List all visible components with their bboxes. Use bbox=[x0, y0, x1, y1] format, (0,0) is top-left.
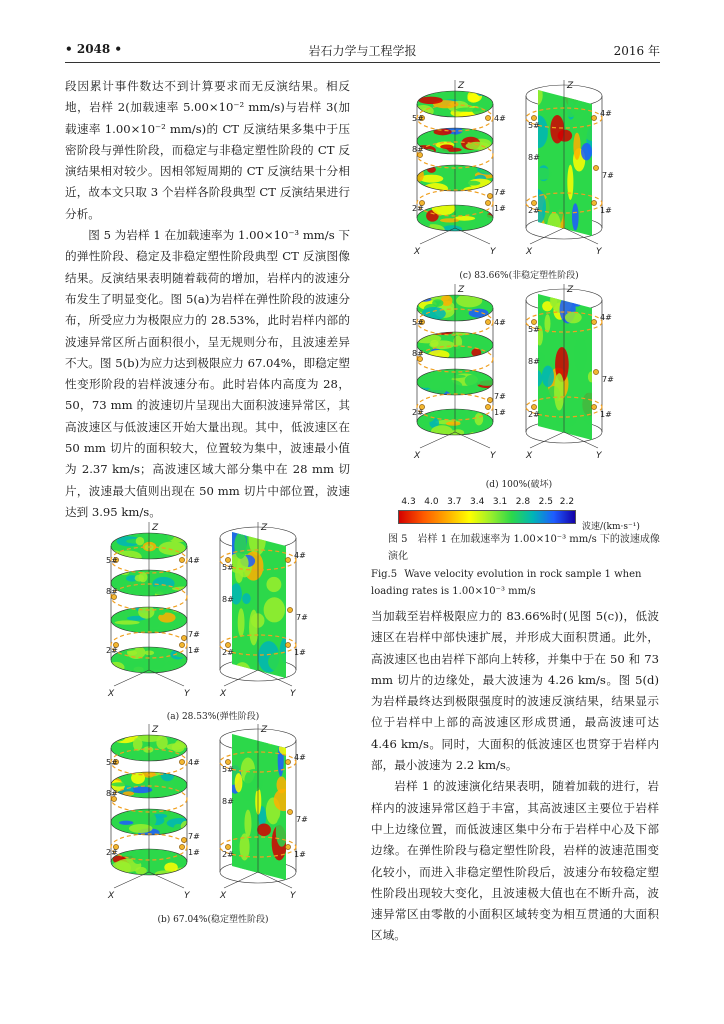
sensor-label-8: 8# bbox=[412, 349, 424, 358]
velocity-blob bbox=[567, 165, 573, 200]
velocity-blob bbox=[423, 183, 448, 194]
velocity-blob bbox=[416, 297, 432, 301]
sensor-marker bbox=[225, 557, 230, 562]
sensor-label-4: 4# bbox=[188, 758, 200, 767]
panel-c-caption: (c) 83.66%(非稳定塑性阶段) bbox=[459, 271, 579, 281]
x-axis-line bbox=[114, 670, 149, 686]
panel-c bbox=[410, 78, 628, 263]
velocity-blob bbox=[238, 608, 245, 637]
velocity-blob bbox=[111, 782, 127, 786]
velocity-blob bbox=[276, 816, 288, 847]
panel-a bbox=[104, 520, 322, 705]
sensor-label-4: 4# bbox=[600, 313, 612, 322]
sensor-marker bbox=[179, 642, 184, 647]
right-column-text bbox=[371, 606, 659, 947]
velocity-blob bbox=[149, 617, 160, 628]
velocity-blob bbox=[235, 773, 243, 792]
velocity-blob bbox=[558, 130, 572, 142]
velocity-blob bbox=[428, 350, 449, 360]
sensor-label-1: 1# bbox=[600, 206, 612, 215]
sensor-label-5: 5# bbox=[106, 556, 118, 565]
sensor-marker bbox=[591, 200, 596, 205]
paragraph-continued: 段因累计事件数达不到计算要求而无反演结果。相反地，岩样 2(加载速率 5.00×10⁻² mm/s)与岩样 3(加载速率 1.00×10⁻² mm/s)的 CT 反演结果多集中于压密阶段与弹性阶段，而稳定与非稳定塑性阶段的 CT 反演结果相对较少。因相邻短周期的 CT 反演结果十分相近，故本文只取 3 个岩样各阶段典型 CT 反演结果进行分析。 bbox=[65, 79, 350, 221]
sensor-label-1: 1# bbox=[494, 204, 506, 213]
colorbar-tick: 2.5 bbox=[538, 497, 553, 507]
x-axis-label: X bbox=[526, 451, 533, 461]
velocity-blob bbox=[531, 370, 542, 387]
z-axis-label: Z bbox=[152, 523, 159, 533]
figure-caption-en bbox=[371, 566, 660, 600]
sensor-label-7: 7# bbox=[188, 832, 200, 841]
sensor-marker bbox=[531, 115, 536, 120]
sensor-marker bbox=[181, 635, 186, 640]
velocity-blob bbox=[475, 214, 495, 227]
panel-d-caption: (d) 100%(破坏) bbox=[485, 480, 553, 490]
sensor-marker bbox=[285, 759, 290, 764]
sensor-label-7: 7# bbox=[296, 613, 308, 622]
velocity-blob bbox=[242, 593, 251, 604]
sensor-label-5: 5# bbox=[412, 318, 424, 327]
x-axis-line bbox=[224, 670, 258, 686]
y-axis-label: Y bbox=[290, 689, 296, 699]
sensor-label-1: 1# bbox=[600, 410, 612, 419]
velocity-blob bbox=[427, 388, 446, 395]
sensor-marker bbox=[485, 115, 490, 120]
colorbar-unit: 波速/(km·s⁻¹) bbox=[582, 522, 640, 532]
sensor-label-1: 1# bbox=[188, 848, 200, 857]
sensor-marker bbox=[487, 193, 492, 198]
x-axis-label: X bbox=[414, 451, 421, 461]
sensor-marker bbox=[485, 200, 490, 205]
velocity-blob bbox=[431, 425, 453, 438]
sensor-label-7: 7# bbox=[188, 630, 200, 639]
velocity-blob bbox=[172, 790, 197, 801]
y-axis-label: Y bbox=[184, 891, 190, 901]
sensor-label-2: 2# bbox=[528, 206, 540, 215]
colorbar-tick: 3.1 bbox=[492, 497, 508, 507]
colorbar-tick: 4.0 bbox=[424, 497, 439, 507]
sensor-label-2: 2# bbox=[106, 848, 118, 857]
sensor-label-8: 8# bbox=[528, 153, 540, 162]
y-axis-label: Y bbox=[490, 451, 496, 461]
velocity-blob bbox=[427, 166, 436, 172]
z-axis-label: Z bbox=[261, 523, 268, 533]
sensor-label-5: 5# bbox=[222, 563, 234, 572]
sensor-label-8: 8# bbox=[106, 789, 118, 798]
velocity-blob bbox=[473, 426, 488, 439]
sensor-label-4: 4# bbox=[294, 753, 306, 762]
sensor-marker bbox=[287, 607, 292, 612]
z-axis-label: Z bbox=[567, 285, 574, 295]
velocity-blob bbox=[136, 537, 144, 546]
sensor-marker bbox=[179, 557, 184, 562]
x-axis-label: X bbox=[220, 891, 227, 901]
sensor-label-4: 4# bbox=[600, 109, 612, 118]
y-axis-line bbox=[455, 228, 490, 244]
sensor-marker bbox=[531, 404, 536, 409]
z-axis-label: Z bbox=[261, 725, 268, 735]
velocity-blob bbox=[572, 203, 579, 230]
y-axis-label: Y bbox=[490, 247, 496, 257]
y-axis-line bbox=[149, 872, 184, 888]
sensor-marker bbox=[485, 319, 490, 324]
panel-b-figure bbox=[104, 722, 322, 907]
z-axis-label: Z bbox=[458, 81, 465, 91]
figure-label-en: Fig.5 bbox=[371, 569, 398, 580]
y-axis-line bbox=[149, 670, 184, 686]
colorbar-ticks bbox=[398, 497, 574, 509]
x-axis-label: X bbox=[414, 247, 421, 257]
journal-title: 岩石力学与工程学报 bbox=[308, 44, 417, 58]
velocity-blob bbox=[432, 202, 456, 215]
panel-d-figure bbox=[410, 282, 628, 467]
velocity-blob bbox=[544, 314, 550, 332]
x-axis-line bbox=[420, 432, 455, 448]
velocity-blob bbox=[279, 743, 291, 755]
x-axis-label: X bbox=[526, 247, 533, 257]
colorbar-tick: 2.8 bbox=[515, 497, 531, 507]
velocity-blob bbox=[144, 658, 166, 669]
velocity-blob bbox=[156, 735, 167, 749]
velocity-blob bbox=[165, 527, 174, 540]
velocity-blob bbox=[249, 610, 258, 646]
sensor-label-5: 5# bbox=[106, 758, 118, 767]
velocity-blob bbox=[166, 743, 183, 750]
velocity-blob bbox=[440, 145, 453, 149]
sensor-label-2: 2# bbox=[412, 408, 424, 417]
velocity-blob bbox=[172, 591, 185, 597]
velocity-blob bbox=[255, 736, 268, 750]
sensor-label-4: 4# bbox=[494, 318, 506, 327]
sensor-marker bbox=[591, 115, 596, 120]
x-axis-line bbox=[530, 432, 564, 448]
sensor-label-8: 8# bbox=[106, 587, 118, 596]
velocity-blob bbox=[119, 821, 133, 825]
x-axis-line bbox=[420, 228, 455, 244]
x-axis-line bbox=[114, 872, 149, 888]
sensor-label-7: 7# bbox=[494, 188, 506, 197]
velocity-blob bbox=[266, 731, 276, 744]
z-axis-label: Z bbox=[458, 285, 465, 295]
sensor-label-2: 2# bbox=[412, 204, 424, 213]
sensor-label-5: 5# bbox=[528, 121, 540, 130]
velocity-blob bbox=[161, 770, 174, 782]
sensor-label-4: 4# bbox=[188, 556, 200, 565]
sensor-marker bbox=[593, 369, 598, 374]
velocity-blob bbox=[264, 597, 285, 622]
sensor-label-5: 5# bbox=[222, 765, 234, 774]
y-axis-label: Y bbox=[184, 689, 190, 699]
sensor-label-4: 4# bbox=[294, 551, 306, 560]
colorbar-gradient bbox=[398, 510, 576, 524]
panel-d bbox=[410, 282, 628, 467]
sensor-label-8: 8# bbox=[222, 595, 234, 604]
colorbar-tick: 3.7 bbox=[447, 497, 462, 507]
velocity-blob bbox=[440, 218, 459, 222]
panel-a-figure bbox=[104, 520, 322, 705]
sensor-label-7: 7# bbox=[602, 171, 614, 180]
paragraph-summary: 岩样 1 的波速演化结果表明，随着加载的进行，岩样内的波速异常区趋于丰富，其高波速区主要位于岩样中上边缘位置，而低波速区集中分布于岩样中心及下部边缘。在弹性阶段与稳定塑性阶段，岩样的波速范围变化较小，而进入非稳定塑性阶段后，波速分布较稳定塑性阶段出现较大变化，且波速极大值也在不断升高，波速异常区由零散的小面积区域转变为相互贯通的大面积区域。 bbox=[371, 779, 659, 943]
z-axis-label: Z bbox=[567, 81, 574, 91]
velocity-blob bbox=[554, 373, 564, 410]
sensor-marker bbox=[531, 200, 536, 205]
sensor-marker bbox=[179, 759, 184, 764]
sensor-marker bbox=[225, 844, 230, 849]
velocity-blob bbox=[167, 660, 192, 665]
velocity-blob bbox=[110, 731, 126, 742]
sensor-marker bbox=[593, 165, 598, 170]
velocity-blob bbox=[418, 186, 430, 193]
publication-year: 2016 年 bbox=[613, 44, 660, 58]
figure-caption-en-text: Wave velocity evolution in rock sample 1 when loading rates is 1.00×10⁻³ mm/s bbox=[371, 569, 642, 597]
colorbar-tick: 3.4 bbox=[470, 497, 485, 507]
velocity-blob bbox=[234, 532, 247, 559]
y-axis-label: Y bbox=[596, 247, 602, 257]
z-axis-label: Z bbox=[152, 725, 159, 735]
velocity-blob bbox=[547, 212, 560, 238]
sensor-label-4: 4# bbox=[494, 114, 506, 123]
velocity-blob bbox=[438, 374, 466, 378]
left-column-text bbox=[65, 76, 350, 523]
sensor-label-8: 8# bbox=[222, 797, 234, 806]
panel-b bbox=[104, 722, 322, 907]
velocity-blob bbox=[268, 652, 289, 672]
sensor-marker bbox=[485, 404, 490, 409]
x-axis-line bbox=[530, 228, 564, 244]
x-axis-label: X bbox=[108, 689, 115, 699]
sensor-label-8: 8# bbox=[528, 357, 540, 366]
velocity-blob bbox=[542, 366, 554, 387]
sensor-marker bbox=[285, 557, 290, 562]
velocity-blob bbox=[446, 421, 461, 425]
page-number: • 2048 • bbox=[65, 42, 123, 56]
velocity-blob bbox=[420, 383, 430, 389]
velocity-blob bbox=[550, 294, 558, 307]
velocity-blob bbox=[449, 169, 459, 174]
sensor-marker bbox=[179, 844, 184, 849]
y-axis-label: Y bbox=[290, 891, 296, 901]
velocity-blob bbox=[181, 821, 192, 832]
sensor-label-5: 5# bbox=[528, 325, 540, 334]
sensor-label-1: 1# bbox=[294, 850, 306, 859]
sensor-label-1: 1# bbox=[494, 408, 506, 417]
velocity-blob bbox=[419, 370, 434, 382]
velocity-blob bbox=[415, 168, 424, 182]
sensor-marker bbox=[487, 397, 492, 402]
velocity-blob bbox=[244, 810, 251, 838]
sensor-label-7: 7# bbox=[296, 815, 308, 824]
sensor-marker bbox=[591, 319, 596, 324]
panel-b-caption: (b) 67.04%(稳定塑性阶段) bbox=[157, 915, 269, 925]
figure-caption-cn: 图 5 岩样 1 在加载速率为 1.00×10⁻³ mm/s 下的波速成像演化 bbox=[388, 534, 660, 562]
x-axis-line bbox=[224, 872, 258, 888]
sensor-marker bbox=[225, 642, 230, 647]
colorbar-tick: 4.3 bbox=[401, 497, 416, 507]
sensor-marker bbox=[181, 837, 186, 842]
sensor-label-2: 2# bbox=[222, 648, 234, 657]
velocity-blob bbox=[574, 337, 587, 371]
sensor-label-7: 7# bbox=[602, 375, 614, 384]
velocity-blob bbox=[565, 312, 582, 323]
sensor-marker bbox=[287, 809, 292, 814]
paragraph-fig5-intro: 图 5 为岩样 1 在加载速率为 1.00×10⁻³ mm/s 下的弹性阶段、稳定及非稳定塑性阶段典型 CT 反演图像结果。反演结果表明随着载荷的增加，岩样内的波速分布发生了明显变化。图 5(a)为岩样在弹性阶段的波速分布，所受应力为极限应力的 28.53%，此时岩样内部的波速异常区所占面积很小，呈无规则分布，且波速差异不大。图 5(b)为应力达到极限应力 67.04%，即稳定塑性变形阶段的岩样波速分布。此时岩体内高度为 28，50，73 mm 的波速切片呈现出大面积波速异常区，其高波速区与低波速区开始大量出现。其中，低波速区在 50 mm 切片的面积较大，位置较为集中，波速最小值为 2.37 km/s；高波速区域大部分集中在 28 mm 切片，波速最大值则出现在 50 mm 切片中部位置，波速达到 3.95 km/s。 bbox=[65, 228, 350, 519]
velocity-blob bbox=[422, 307, 446, 320]
velocity-blob bbox=[581, 143, 592, 160]
velocity-blob bbox=[240, 864, 256, 878]
velocity-blob bbox=[108, 662, 125, 673]
sensor-label-2: 2# bbox=[222, 850, 234, 859]
sensor-label-2: 2# bbox=[528, 410, 540, 419]
velocity-blob bbox=[257, 824, 271, 837]
x-axis-label: X bbox=[220, 689, 227, 699]
sensor-marker bbox=[591, 404, 596, 409]
velocity-blob bbox=[432, 299, 443, 306]
sensor-marker bbox=[285, 642, 290, 647]
sensor-marker bbox=[285, 844, 290, 849]
sensor-marker bbox=[531, 319, 536, 324]
velocity-blob bbox=[465, 375, 481, 387]
y-axis-label: Y bbox=[596, 451, 602, 461]
sensor-label-7: 7# bbox=[494, 392, 506, 401]
paragraph-83-percent: 当加载至岩样极限应力的 83.66%时(见图 5(c))，低波速区在岩样中部快速扩展，并形成大面积贯通。此外，高波速区也由岩样下部向上转移，并集中于在 50 和 73 mm 切片的边缘处，最大波速为 4.26 km/s。图 5(d)为岩样最终达到极限强度时的波速反演结果，结果显示位于岩样中上部的高波速区形成贯通，最高波速可达 4.46 km/s。同时，大面积的低波速区也贯穿于岩样内部，最小波速为 2.2 km/s。 bbox=[371, 609, 659, 773]
sensor-marker bbox=[225, 759, 230, 764]
velocity-blob bbox=[463, 187, 482, 194]
velocity-blob bbox=[132, 851, 143, 864]
y-axis-line bbox=[455, 432, 490, 448]
sensor-label-8: 8# bbox=[412, 145, 424, 154]
velocity-blob bbox=[573, 133, 580, 160]
panel-a-caption: (a) 28.53%(弹性阶段) bbox=[166, 712, 260, 722]
panel-c-figure bbox=[410, 78, 628, 263]
velocity-blob bbox=[555, 410, 577, 427]
sensor-label-2: 2# bbox=[106, 646, 118, 655]
running-header bbox=[65, 42, 660, 63]
sensor-label-1: 1# bbox=[294, 648, 306, 657]
colorbar-tick: 2.2 bbox=[559, 497, 575, 507]
velocity-blob bbox=[277, 777, 287, 794]
velocity-blob bbox=[581, 392, 602, 424]
velocity-blob bbox=[533, 168, 552, 180]
x-axis-label: X bbox=[108, 891, 115, 901]
velocity-blob bbox=[266, 577, 281, 592]
velocity-blob bbox=[479, 229, 506, 234]
velocity-blob bbox=[115, 620, 140, 624]
velocity-blob bbox=[467, 94, 479, 103]
velocity-blob bbox=[474, 413, 483, 425]
sensor-label-1: 1# bbox=[188, 646, 200, 655]
sensor-label-5: 5# bbox=[412, 114, 424, 123]
